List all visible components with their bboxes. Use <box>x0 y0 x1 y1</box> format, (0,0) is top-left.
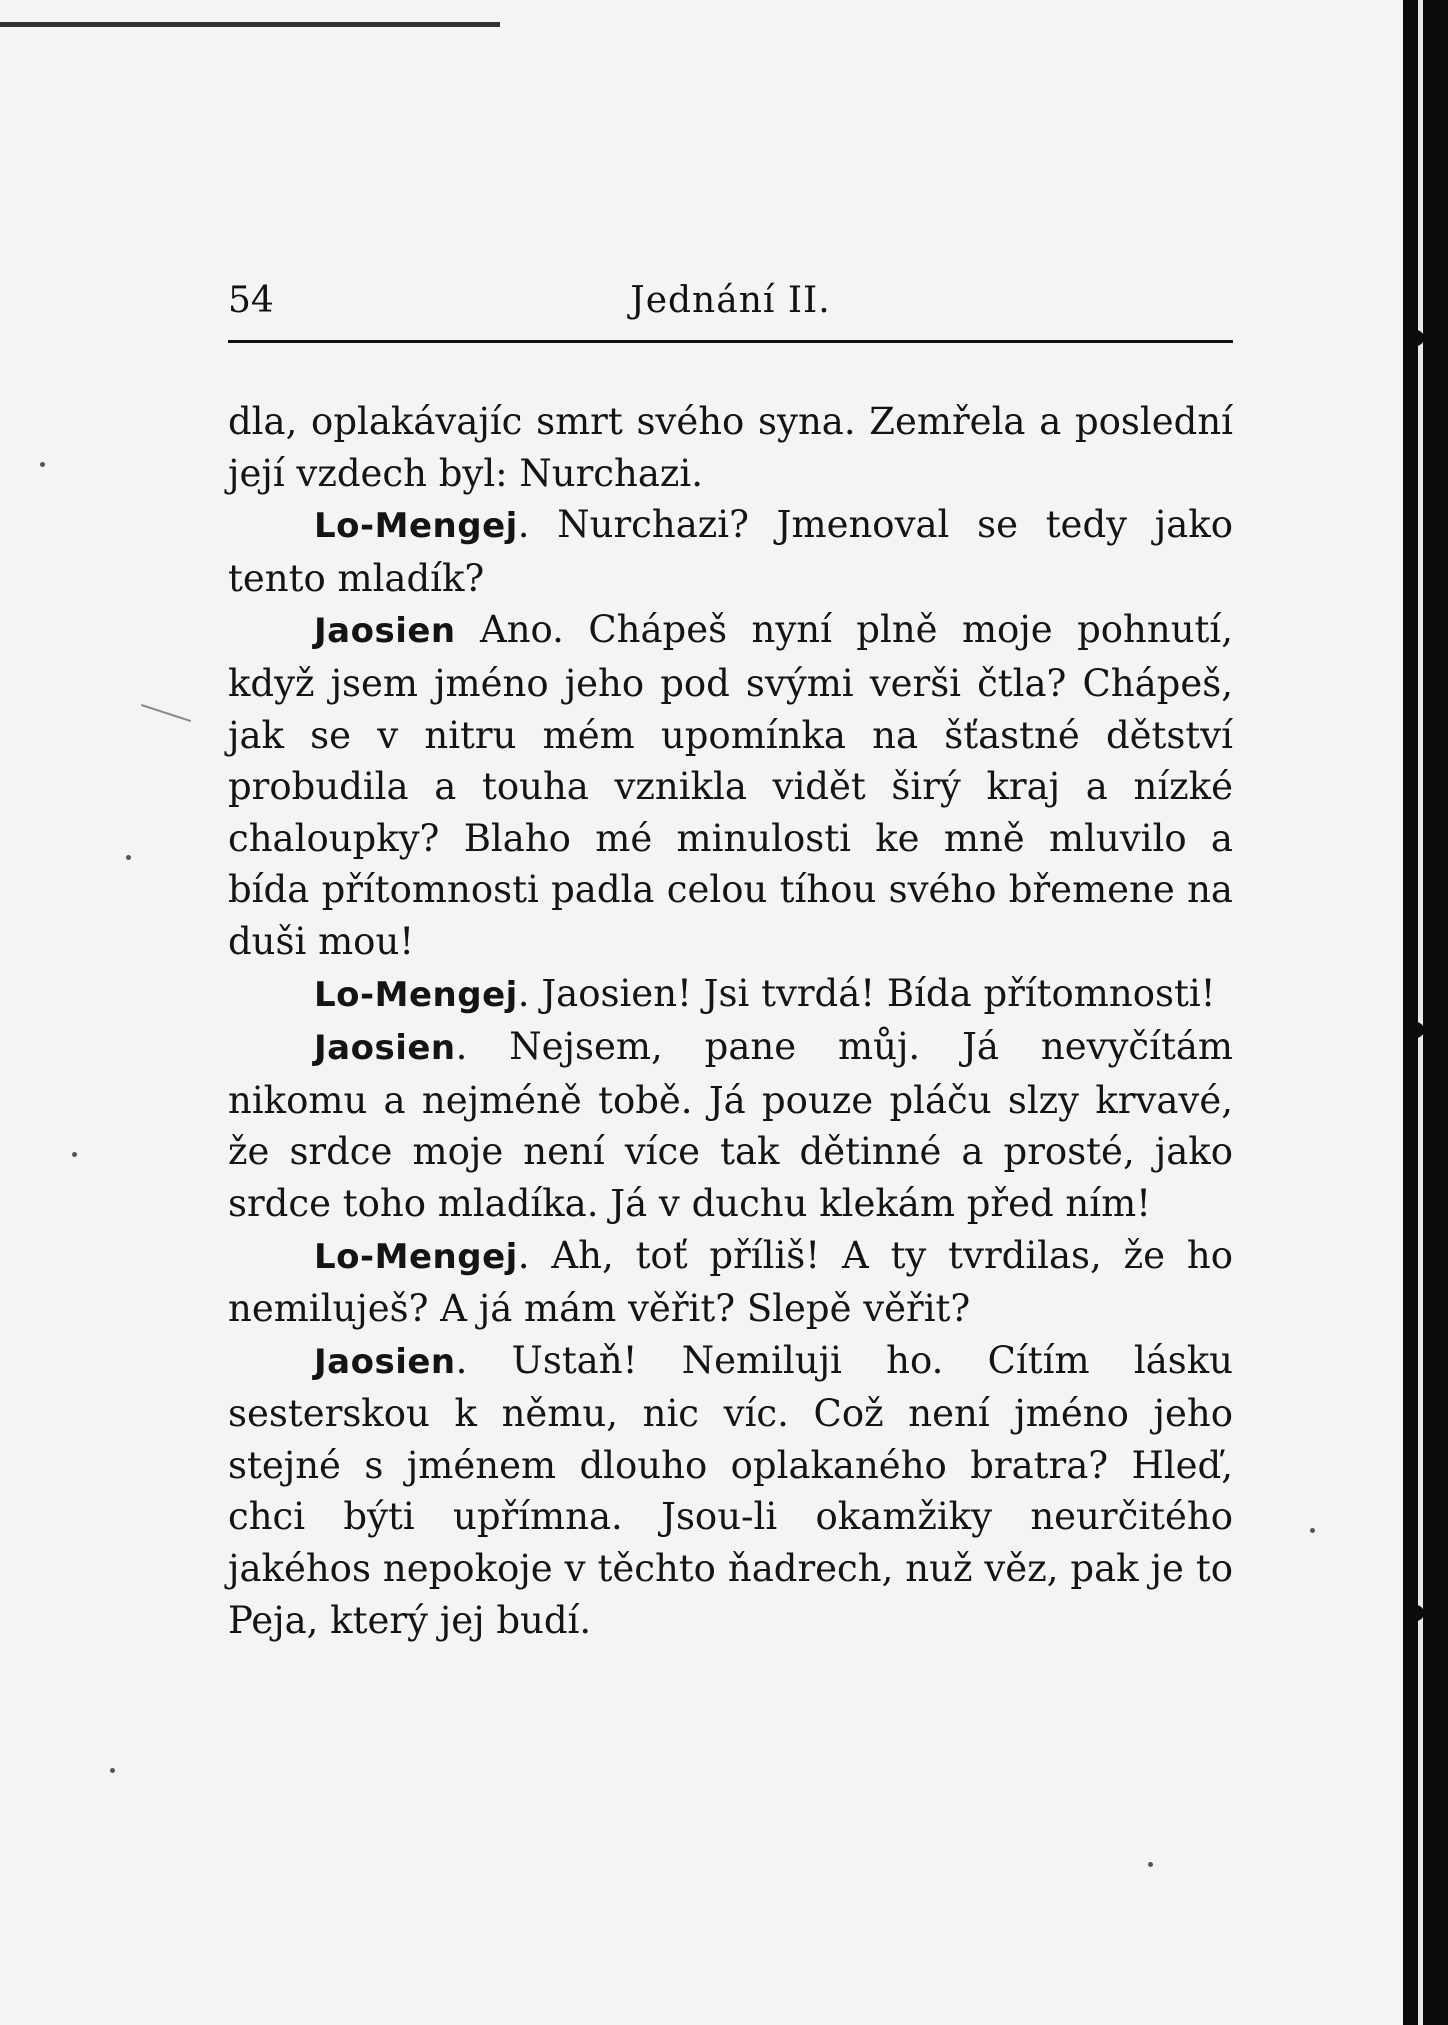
paper-speck <box>1148 1862 1153 1867</box>
speaker-name: Lo-Mengej <box>314 506 518 547</box>
paragraph-text: . Nurchazi? Jmenoval se tedy jako tento mladík? <box>228 503 1233 600</box>
paper-speck <box>40 462 45 467</box>
paragraph <box>228 604 1233 967</box>
body-text <box>228 396 1233 1646</box>
paper-scratch <box>141 704 191 722</box>
paragraph-text: . Ustaň! Nemiluji ho. Cítím lásku sesterskou k němu, nic víc. Což není jméno jeho stejné s jménem dlouho oplakaného bratra? Hleď, chci býti upřímna. Jsou-li okamžiky neurčitého jakéhos nepokoje v těchto ňadrech, nuž věz, pak je to Peja, který jej budí. <box>228 1338 1233 1642</box>
paragraph <box>228 396 1233 499</box>
paper-speck <box>110 1768 115 1773</box>
paragraph-text: dla, oplakávajíc smrt svého syna. Zemřela a poslední její vzdech byl: Nurchazi. <box>228 400 1233 495</box>
speaker-name: Jaosien <box>314 1341 456 1382</box>
binding-mark <box>1408 1605 1424 1621</box>
speaker-name: Jaosien <box>314 1028 456 1069</box>
page-header <box>228 280 1233 343</box>
binding-mark <box>1408 330 1424 346</box>
binding-mark <box>1408 1022 1424 1038</box>
running-title: Jednání II. <box>630 280 831 321</box>
page-number: 54 <box>228 280 274 321</box>
speaker-name: Lo-Mengej <box>314 974 518 1015</box>
paper-speck <box>1310 1528 1315 1533</box>
paragraph-text: Ano. Chápeš nyní plně moje pohnutí, když jsem jméno jeho pod svými verši čtla? Chápeš, jak se v nitru mém upomínka na šťastné dětství probudila a touha vznikla vidět širý kraj a nízké chaloupky? Blaho mé minulosti ke mně mluvilo a bída přítomnosti padla celou tíhou svého břemene na duši mou! <box>228 608 1233 963</box>
paragraph-text: . Nejsem, pane můj. Já nevyčítám nikomu a nejméně tobě. Já pouze pláču slzy krvavé, že srdce moje není více tak dětinné a prosté, jako srdce toho mladíka. Já v duchu klekám před ním! <box>228 1025 1233 1225</box>
paper-speck <box>72 1152 77 1157</box>
paragraph-text: . Jaosien! Jsi tvrdá! Bída přítomnosti! <box>517 971 1216 1015</box>
paragraph <box>228 499 1233 604</box>
paragraph <box>228 1230 1233 1335</box>
speaker-name: Lo-Mengej <box>314 1236 518 1277</box>
paragraph <box>228 968 1233 1022</box>
speaker-name: Jaosien <box>314 611 456 652</box>
binding-edge-line <box>1418 0 1423 2025</box>
paper-speck <box>126 855 131 860</box>
paragraph <box>228 1335 1233 1647</box>
paragraph <box>228 1021 1233 1229</box>
paragraph-text: . Ah, toť příliš! A ty tvrdilas, že ho nemiluješ? A já mám věřit? Slepě věřit? <box>228 1233 1233 1331</box>
top-edge-line <box>0 22 500 27</box>
page-edge-shadow <box>1403 0 1448 2025</box>
